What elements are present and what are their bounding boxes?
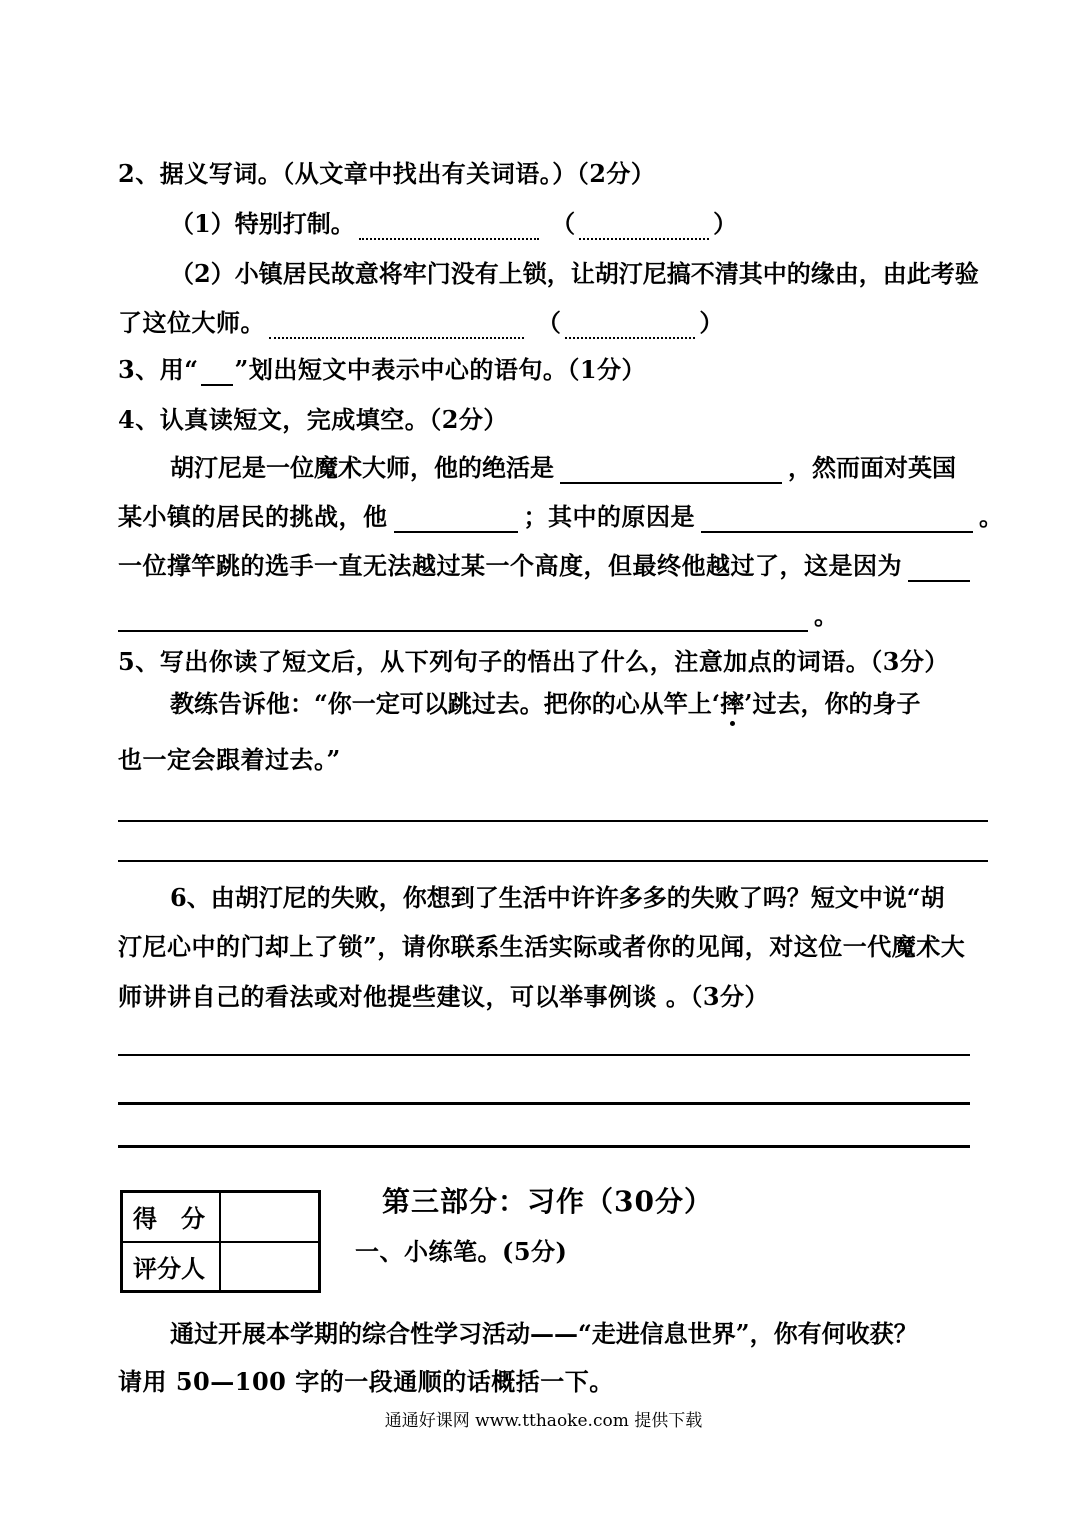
score-table [120, 1190, 321, 1293]
score-value-cell[interactable] [220, 1192, 320, 1242]
q3-title [118, 354, 646, 386]
q2-item2-paren-open: （ [536, 308, 562, 337]
q4-line2-a: 某小镇的居民的挑战，他 [118, 502, 388, 531]
q4-blank-4[interactable] [908, 558, 970, 582]
q4-line4 [118, 600, 839, 632]
q6-line2: 汀尼心中的门却上了锁”，请你联系生活实际或者你的见闻，对这位一代魔术大 [118, 932, 966, 961]
q6-line1: 6、由胡汀尼的失败，你想到了生活中许许多多的失败了吗？短文中说“胡 [170, 883, 945, 912]
score-label: 得 分 [122, 1192, 220, 1242]
q2-title: 2、据义写词。（从文章中找出有关词语。）（2分） [118, 159, 656, 188]
q4-line4-end: 。 [814, 601, 839, 630]
q4-line2 [118, 501, 1004, 533]
q2-item2-line2 [118, 307, 724, 339]
q2-item2-answer-blank[interactable] [565, 313, 695, 339]
q5-quote-line2: 也一定会跟着过去。” [118, 745, 341, 774]
q2-item1-paren-close: ） [713, 209, 738, 238]
q4-line3 [118, 550, 970, 582]
q2-item2-dots [269, 313, 524, 339]
q5-answer-line-1[interactable] [118, 820, 988, 822]
q5-title: 5、写出你读了短文后，从下列句子的悟出了什么，注意加点的词语。（3分） [118, 647, 949, 676]
q6-answer-line-3[interactable] [118, 1145, 970, 1148]
q4-title: 4、认真读短文，完成填空。（2分） [118, 405, 508, 434]
q2-item2-line1: （2）小镇居民故意将牢门没有上锁，让胡汀尼搞不清其中的缘由，由此考验 [170, 259, 979, 288]
grader-value-cell[interactable] [220, 1242, 320, 1292]
q4-blank-3[interactable] [701, 509, 973, 533]
q4-blank-1[interactable] [560, 460, 782, 484]
q6-line3: 师讲讲自己的看法或对他提些建议，可以举事例谈 。（3分） [118, 982, 770, 1011]
q5-quote-b: ’过去，你的身子 [744, 689, 921, 718]
q4-blank-4-cont[interactable] [118, 608, 808, 632]
q4-line1 [170, 452, 956, 484]
q5-quote-line1 [170, 688, 921, 720]
q2-item1-text: （1）特别打制。 [170, 209, 355, 238]
q5-quote-a: 教练告诉他：“你一定可以跳过去。把你的心从竿上‘ [170, 689, 721, 718]
q3-title-post: ”划出短文中表示中心的语句。（1分） [234, 355, 647, 384]
grader-label: 评分人 [122, 1242, 220, 1292]
q5-answer-line-2[interactable] [118, 860, 988, 862]
q4-line1-b: ，然而面对英国 [788, 453, 956, 482]
part3-sub1: 一、小练笔。(5分) [355, 1237, 568, 1266]
q6-answer-line-2[interactable] [118, 1102, 970, 1105]
q5-dotted-word: 摔 [720, 689, 745, 718]
q6-answer-line-1[interactable] [118, 1054, 970, 1056]
q4-line1-a: 胡汀尼是一位魔术大师，他的绝活是 [170, 453, 554, 482]
q3-underline-sample [201, 362, 233, 386]
q4-line2-c: 。 [979, 502, 1004, 531]
q4-blank-2[interactable] [394, 509, 518, 533]
part3-prompt-line2: 请用 50—100 字的一段通顺的话概括一下。 [118, 1367, 614, 1396]
part3-prompt-line1: 通过开展本学期的综合性学习活动——“走进信息世界”，你有何收获？ [170, 1319, 918, 1348]
q3-title-pre: 3、用“ [118, 355, 199, 384]
q4-line3-text: 一位撑竿跳的选手一直无法越过某一个高度，但最终他越过了，这是因为 [118, 551, 902, 580]
q2-item1-paren-open: （ [551, 209, 576, 238]
q2-item2-text: 了这位大师。 [118, 308, 265, 337]
q4-line2-b: ；其中的原因是 [523, 502, 695, 531]
q2-item1-dots [359, 214, 539, 240]
page-footer: 通通好课网 www.tthaoke.com 提供下载 [384, 1411, 703, 1431]
q2-item1-answer-blank[interactable] [579, 214, 709, 240]
q2-item2-paren-close: ） [699, 308, 724, 337]
q2-item1 [170, 208, 737, 240]
part3-title: 第三部分：习作（30分） [382, 1185, 713, 1218]
